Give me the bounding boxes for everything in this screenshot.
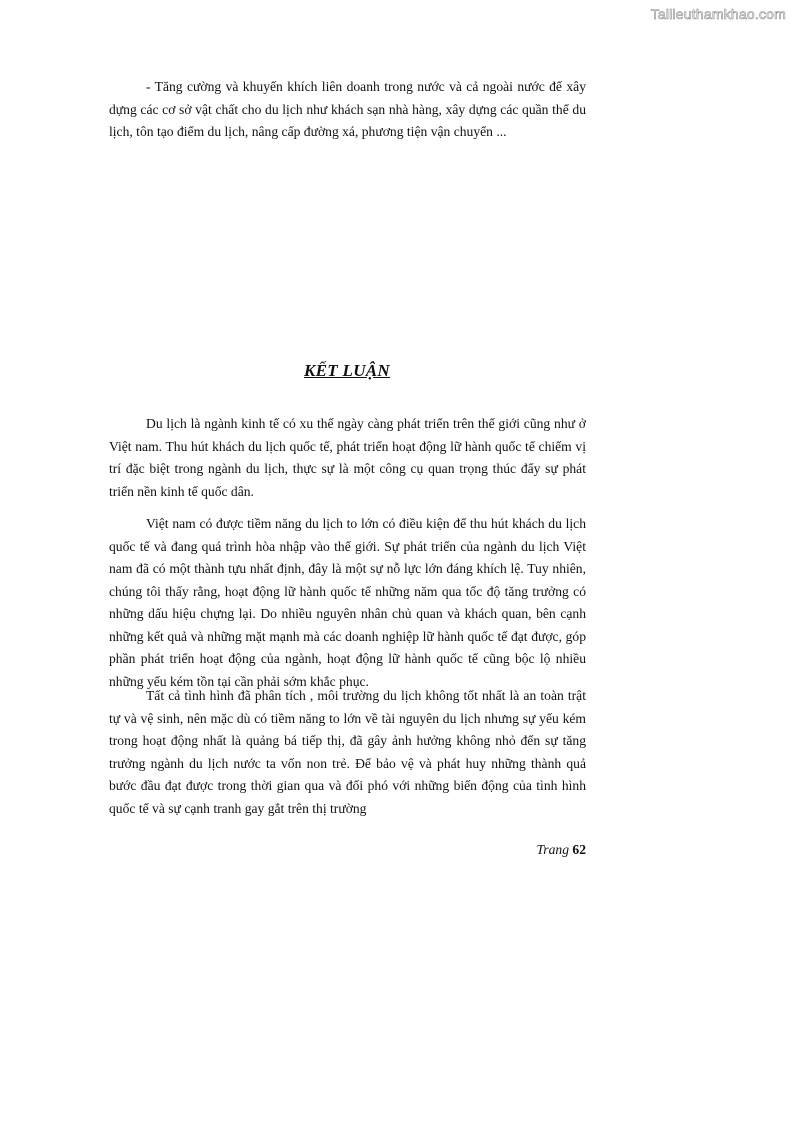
page-label: Trang [536,842,569,857]
paragraph-bullet: - Tăng cường và khuyến khích liên doanh trong nước và cả ngoài nước để xây dựng các cơ sở vật chất cho du lịch như khách sạn nhà hàng, xây dựng các quần thể du lịch, tôn tạo điểm du lịch, nâng cấp đường xá, phương tiện vận chuyển ... [109,79,586,139]
page-number: 62 [572,842,586,857]
paragraph: Việt nam có được tiềm năng du lịch to lớn có điều kiện để thu hút khách du lịch quốc tế và đang quá trình hòa nhập vào thế giới. Sự phát triển của ngành du lịch Việt nam đã có một thành tựu nhất định, đây là một sự nỗ lực lớn đáng khích lệ. Tuy nhiên, chúng tôi thấy rằng, hoạt động lữ hành quốc tế những năm qua tốc độ tăng trưởng có những dấu hiệu chựng lại. Do nhiều nguyên nhân chủ quan và khách quan, bên cạnh những kết quả và những mặt mạnh mà các doanh nghiệp lữ hành quốc tế đạt được, góp phần phát triển hoạt động của ngành, hoạt động lữ hành quốc tế cũng bộc lộ nhiều những yếu kém tồn tại cần phải sớm khắc phục. [109,516,586,689]
section-heading: KẾT LUẬN [304,361,390,380]
page-footer [109,842,586,858]
watermark-text: Tailieuthamkhao.com [650,6,786,22]
paragraph: Tất cả tình hình đã phân tích , môi trường du lịch không tốt nhất là an toàn trật tự và vệ sinh, nên mặc dù có tiềm năng to lớn về tài nguyên du lịch nhưng sự yếu kém trong hoạt động nhất là quảng bá tiếp thị, đã gây ảnh hưởng không nhỏ đến sự tăng trưởng ngành du lịch nước ta vốn non trẻ. Để bảo vệ và phát huy những thành quả bước đầu đạt được trong thời gian qua và đối phó với những biến động của tình hình quốc tế và sự cạnh tranh gay gắt trên thị trường [109,688,586,816]
paragraph: Du lịch là ngành kinh tế có xu thế ngày càng phát triển trên thế giới cũng như ở Việt nam. Thu hút khách du lịch quốc tế, phát triển hoạt động lữ hành quốc tế chiếm vị trí đặc biệt trong ngành du lịch, thực sự là một công cụ quan trọng thúc đẩy sự phát triển nền kinh tế quốc dân. [109,416,586,499]
